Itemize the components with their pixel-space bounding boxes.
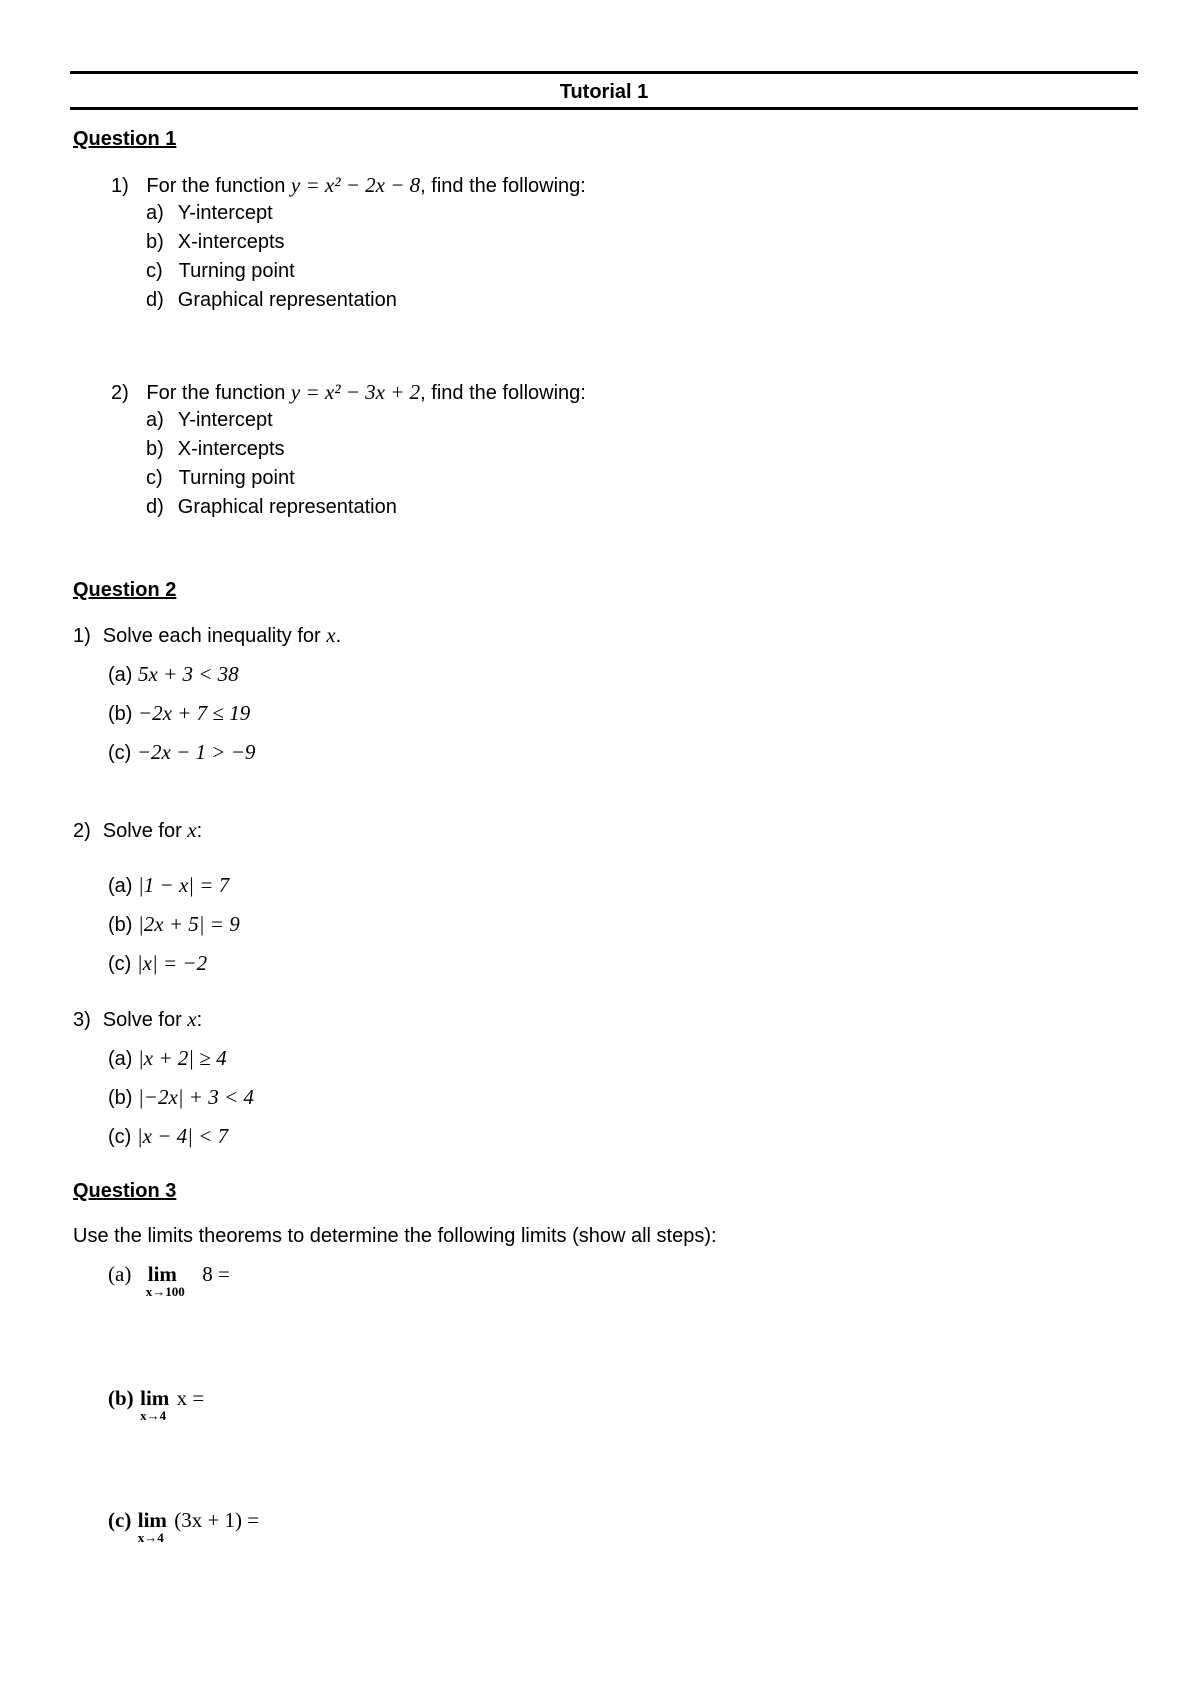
q2-part-3-item-b: (b) |−2x| + 3 < 4 <box>108 1085 254 1109</box>
q1-item-2-number: 2) <box>111 382 129 404</box>
q2-part-1-item-c: (c) −2x − 1 > −9 <box>108 740 256 764</box>
q1-item-2-prefix: For the function <box>146 382 291 404</box>
header-bottom-rule <box>70 107 1138 110</box>
q1-item-1-sub-c: c) Turning point <box>146 260 295 282</box>
q1-item-1-sub-a: a) Y-intercept <box>146 202 273 224</box>
question-2-heading: Question 2 <box>73 579 177 601</box>
q1-item-2-sub-a: a) Y-intercept <box>146 409 273 431</box>
q2-part-2-item-c: (c) |x| = −2 <box>108 951 208 975</box>
q1-item-1-sub-b: b) X-intercepts <box>146 231 285 253</box>
document-title: Tutorial 1 <box>559 81 649 103</box>
question-3-heading: Question 3 <box>73 1180 177 1202</box>
q2-part-3-prompt: 3) Solve for x: <box>73 1007 203 1031</box>
q1-item-1-sub-d: d) Graphical representation <box>146 289 397 311</box>
q1-item-1-prefix: For the function <box>146 175 291 197</box>
q2-part-1-item-b: (b) −2x + 7 ≤ 19 <box>108 701 251 725</box>
q3-item-b: (b) lim x→4 x = <box>108 1386 205 1423</box>
q1-item-2 <box>111 380 586 405</box>
q1-item-2-function: y = x² − 3x + 2 <box>290 380 421 404</box>
q1-item-1-number: 1) <box>111 175 129 197</box>
q3-item-a: (a) lim x→100 8 = <box>108 1262 230 1299</box>
q1-item-2-sub-c: c) Turning point <box>146 467 295 489</box>
q1-item-2-suffix: , find the following: <box>420 382 586 404</box>
q3-item-c: (c) lim x→4 (3x + 1) = <box>108 1508 260 1545</box>
q1-item-1-function: y = x² − 2x − 8 <box>290 173 421 197</box>
q2-part-2-item-a: (a) |1 − x| = 7 <box>108 873 230 897</box>
q1-item-1-suffix: , find the following: <box>420 175 586 197</box>
q1-item-2-sub-d: d) Graphical representation <box>146 496 397 518</box>
q2-part-3-item-a: (a) |x + 2| ≥ 4 <box>108 1046 227 1070</box>
q2-part-1-item-a: (a) 5x + 3 < 38 <box>108 662 239 686</box>
q2-part-2-prompt: 2) Solve for x: <box>73 818 203 842</box>
question-1-heading: Question 1 <box>73 128 177 150</box>
q3-instruction: Use the limits theorems to determine the following limits (show all steps): <box>73 1225 717 1247</box>
q1-item-2-sub-b: b) X-intercepts <box>146 438 285 460</box>
q2-part-1-prompt: 1) Solve each inequality for x. <box>73 623 342 647</box>
header-top-rule <box>70 71 1138 74</box>
q2-part-3-item-c: (c) |x − 4| < 7 <box>108 1124 229 1148</box>
q1-item-1 <box>111 173 586 198</box>
q2-part-2-item-b: (b) |2x + 5| = 9 <box>108 912 240 936</box>
